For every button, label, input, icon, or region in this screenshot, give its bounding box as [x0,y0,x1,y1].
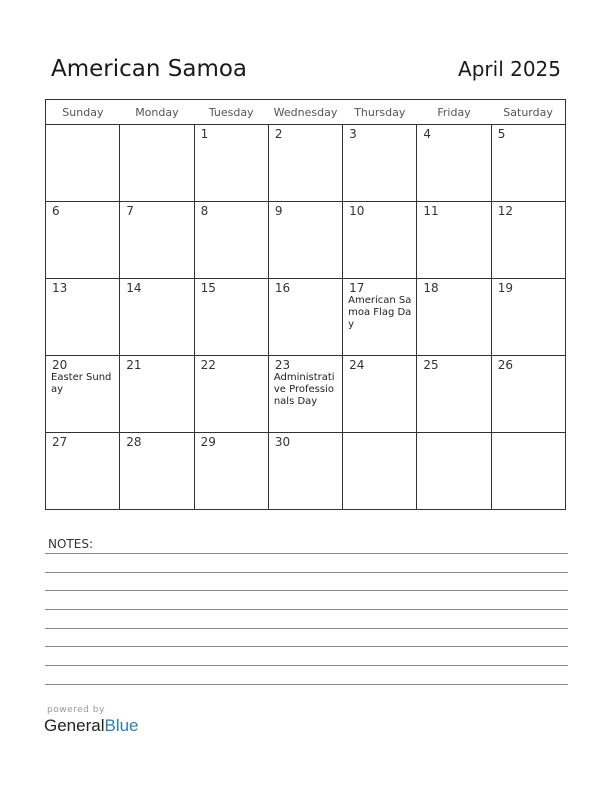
day-cell [194,279,268,356]
day-cell [343,279,417,356]
notes-line [45,553,568,554]
day-cell [417,356,491,433]
day-number: 22 [200,358,216,372]
week-row [46,356,566,433]
day-number: 19 [497,281,513,295]
notes-line [45,609,568,610]
day-cell [491,202,565,279]
day-number: 7 [126,204,134,218]
notes-label: NOTES: [48,537,93,551]
day-number: 27 [52,435,68,449]
day-number [343,433,416,435]
day-cell [194,433,268,510]
day-number: 10 [349,204,365,218]
day-number: 12 [497,204,513,218]
day-cell [120,433,194,510]
day-cell [343,433,417,510]
weekday-header: Friday [417,100,491,125]
day-cell [194,202,268,279]
day-cell [268,202,342,279]
day-number: 4 [423,127,432,141]
day-number: 18 [423,281,439,295]
day-number: 15 [200,281,216,295]
day-number [492,433,565,435]
day-cell [194,125,268,202]
day-cell [343,202,417,279]
day-cell [491,279,565,356]
notes-line [45,590,568,591]
week-row [46,202,566,279]
day-cell [46,356,120,433]
day-cell [120,356,194,433]
day-cell [268,433,342,510]
brand-blue: Blue [104,716,139,735]
day-cell [268,125,342,202]
day-cell [491,125,565,202]
day-number: 17 [349,281,365,295]
weekday-header: Monday [120,100,194,125]
day-cell [46,433,120,510]
weekday-header: Wednesday [268,100,342,125]
day-number: 9 [274,204,283,218]
day-number: 16 [274,281,291,295]
day-cell [46,202,120,279]
brand-general: General [44,716,105,735]
generalblue-logo [44,716,139,736]
day-cell [194,356,268,433]
week-row [46,279,566,356]
day-cell [120,125,194,202]
day-number: 14 [126,281,142,295]
day-number: 21 [126,358,142,372]
weekday-header-row [46,100,566,125]
day-cell [268,279,342,356]
day-number: 2 [274,127,283,141]
calendar-grid [45,99,566,510]
day-cell [491,356,565,433]
day-number: 8 [200,204,209,218]
day-number [120,125,193,127]
notes-line [45,646,568,647]
calendar-month: April 2025 [458,57,561,81]
weekday-header: Thursday [343,100,417,125]
day-number: 29 [200,435,216,449]
weekday-header: Tuesday [194,100,268,125]
notes-line [45,572,568,573]
day-number [417,433,490,435]
day-number: 30 [274,435,291,449]
powered-by-label: powered by [47,705,105,715]
day-cell [120,202,194,279]
notes-line [45,684,568,685]
day-number: 13 [52,281,68,295]
day-number: 3 [349,127,357,141]
day-cell [46,279,120,356]
calendar-title: American Samoa [51,56,248,82]
day-number: 23 [274,358,291,372]
day-cell [268,356,342,433]
week-row [46,125,566,202]
day-number: 26 [497,358,513,372]
day-number [46,125,119,127]
day-number: 6 [52,204,60,218]
notes-line [45,628,568,629]
holiday-label: American Samoa Flag Day [348,295,412,330]
day-cell [343,125,417,202]
day-cell [120,279,194,356]
day-number: 28 [126,435,142,449]
day-number: 24 [349,358,365,372]
holiday-label: Easter Sunday [51,372,112,395]
holiday-label: Administrative Professionals Day [273,372,335,407]
day-cell [417,202,491,279]
day-cell [417,279,491,356]
day-number: 25 [423,358,439,372]
day-number: 5 [497,127,506,141]
notes-line [45,665,568,666]
week-row [46,433,566,510]
day-cell [417,433,491,510]
weekday-header: Sunday [46,100,120,125]
day-cell [417,125,491,202]
day-number: 20 [52,358,68,372]
day-cell [343,356,417,433]
day-cell [491,433,565,510]
day-cell [46,125,120,202]
weekday-header: Saturday [491,100,565,125]
day-number: 11 [423,204,439,218]
day-number: 1 [200,127,209,141]
